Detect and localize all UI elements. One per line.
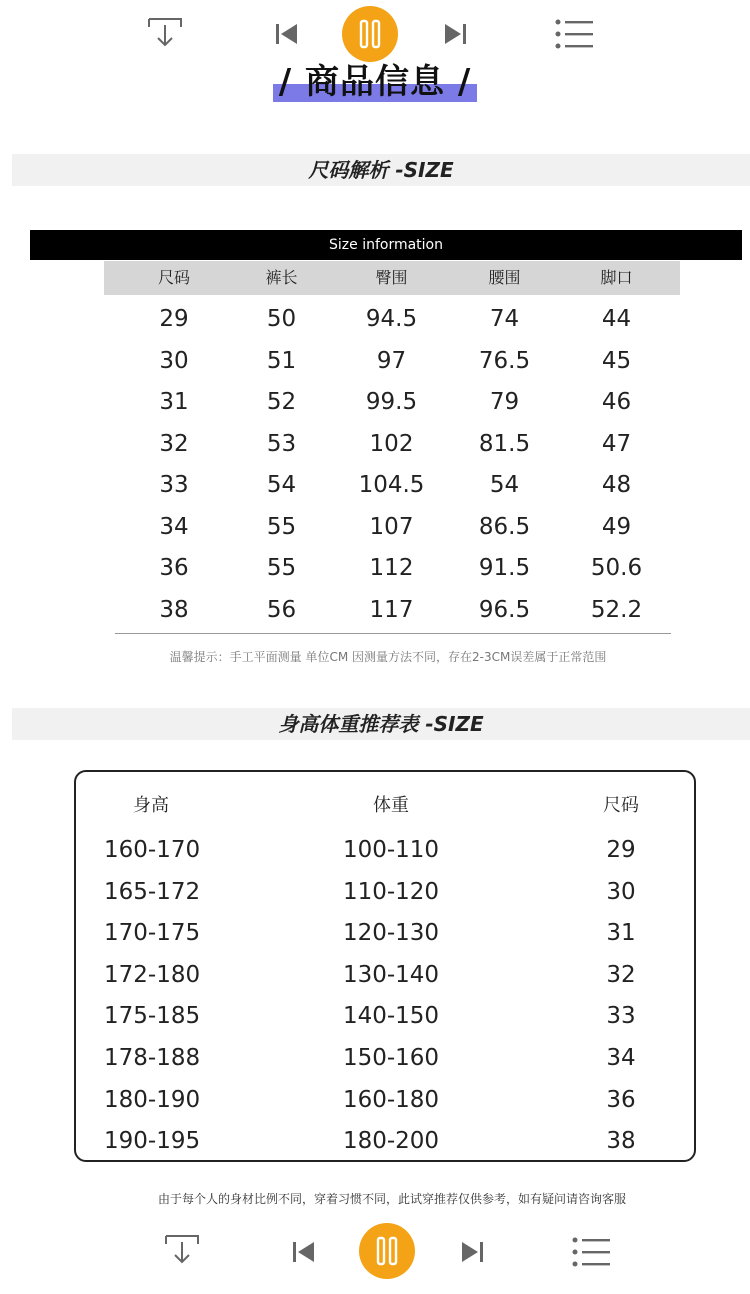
column-header: 尺码 bbox=[603, 795, 639, 816]
recommend-table bbox=[74, 770, 696, 1162]
skip-previous-icon[interactable] bbox=[289, 1237, 319, 1267]
top-media-controls bbox=[0, 0, 750, 70]
table-cell: 130-140 bbox=[342, 961, 440, 988]
table-cell: 29 bbox=[606, 837, 636, 863]
table-cell: 107 bbox=[369, 513, 414, 540]
table-cell: 33 bbox=[159, 472, 189, 498]
table-row bbox=[76, 830, 694, 872]
table-cell: 110-120 bbox=[342, 878, 440, 905]
recommend-section-heading: 身高体重推荐表 -SIZE bbox=[12, 708, 750, 740]
table-cell: 52 bbox=[266, 389, 297, 415]
recommend-note: 由于每个人的身材比例不同，穿着习惯不同，此试穿推荐仅供参考，如有疑问请咨询客服 bbox=[157, 1192, 626, 1206]
table-cell: 140-150 bbox=[342, 1003, 440, 1030]
column-header: 身高 bbox=[133, 795, 169, 816]
table-row bbox=[104, 341, 680, 383]
table-cell: 102 bbox=[369, 430, 414, 457]
table-cell: 52.2 bbox=[590, 596, 643, 623]
table-cell: 31 bbox=[159, 389, 189, 415]
table-cell: 56 bbox=[266, 596, 297, 623]
table-cell: 38 bbox=[159, 596, 189, 623]
table-row bbox=[104, 507, 680, 549]
table-cell: 112 bbox=[369, 555, 414, 581]
table-cell: 117 bbox=[369, 596, 414, 623]
table-cell: 96.5 bbox=[478, 596, 531, 623]
table-cell: 94.5 bbox=[365, 306, 418, 332]
column-header: 裤长 bbox=[265, 268, 298, 287]
table-cell: 76.5 bbox=[478, 347, 531, 374]
table-cell: 55 bbox=[266, 555, 297, 581]
table-cell: 45 bbox=[601, 347, 632, 374]
table-cell: 32 bbox=[606, 961, 636, 988]
table-cell: 54 bbox=[489, 472, 520, 498]
table-cell: 99.5 bbox=[365, 389, 418, 415]
table-cell: 91.5 bbox=[478, 555, 531, 581]
table-cell: 32 bbox=[159, 430, 189, 457]
table-cell: 81.5 bbox=[478, 430, 531, 457]
recommend-table-header bbox=[76, 792, 694, 820]
table-cell: 55 bbox=[266, 513, 297, 540]
table-row bbox=[76, 1121, 694, 1163]
table-cell: 34 bbox=[606, 1044, 636, 1071]
table-cell: 97 bbox=[376, 347, 407, 374]
table-cell: 170-175 bbox=[104, 920, 201, 947]
recommend-table-body bbox=[76, 830, 694, 1163]
table-cell: 47 bbox=[601, 430, 632, 457]
table-cell: 175-185 bbox=[104, 1003, 201, 1030]
table-cell: 50 bbox=[266, 306, 297, 332]
table-cell: 120-130 bbox=[342, 920, 440, 947]
column-header: 尺码 bbox=[157, 268, 190, 287]
table-cell: 38 bbox=[606, 1128, 636, 1155]
table-cell: 190-195 bbox=[104, 1128, 201, 1155]
column-header: 脚口 bbox=[600, 268, 633, 287]
pause-icon bbox=[359, 1223, 415, 1279]
table-cell: 180-190 bbox=[104, 1086, 201, 1113]
size-table-header bbox=[104, 261, 680, 295]
table-row bbox=[76, 955, 694, 997]
skip-next-icon[interactable] bbox=[457, 1237, 487, 1267]
table-cell: 31 bbox=[606, 920, 636, 947]
table-cell: 53 bbox=[266, 430, 297, 457]
table-cell: 51 bbox=[266, 347, 297, 374]
table-cell: 50.6 bbox=[590, 555, 643, 581]
table-cell: 160-170 bbox=[104, 837, 201, 863]
table-cell: 36 bbox=[606, 1086, 636, 1113]
table-cell: 36 bbox=[159, 555, 189, 581]
table-cell: 180-200 bbox=[342, 1128, 440, 1155]
table-row bbox=[104, 590, 680, 632]
table-row bbox=[76, 1038, 694, 1080]
table-row bbox=[104, 548, 680, 590]
column-header: 体重 bbox=[373, 795, 409, 816]
table-cell: 86.5 bbox=[478, 513, 531, 540]
list-menu-icon[interactable] bbox=[570, 1232, 614, 1272]
table-cell: 30 bbox=[606, 878, 636, 905]
table-row bbox=[76, 1080, 694, 1122]
table-row bbox=[76, 913, 694, 955]
bottom-media-controls bbox=[0, 1218, 750, 1288]
table-cell: 150-160 bbox=[342, 1044, 440, 1071]
size-section-heading: 尺码解析 -SIZE bbox=[12, 154, 750, 186]
pause-button[interactable] bbox=[342, 6, 398, 62]
table-cell: 29 bbox=[159, 306, 189, 332]
pause-button[interactable] bbox=[359, 1223, 415, 1279]
pause-icon bbox=[342, 6, 398, 62]
table-cell: 172-180 bbox=[104, 961, 201, 988]
table-divider bbox=[115, 633, 671, 634]
column-header: 臀围 bbox=[375, 268, 408, 287]
list-menu-icon[interactable] bbox=[553, 14, 597, 54]
table-cell: 178-188 bbox=[104, 1044, 201, 1071]
skip-previous-icon[interactable] bbox=[272, 19, 302, 49]
table-cell: 46 bbox=[601, 389, 632, 415]
table-cell: 54 bbox=[266, 472, 297, 498]
page-title bbox=[273, 62, 477, 104]
table-cell: 79 bbox=[489, 389, 520, 415]
page-title-text: / 商品信息 / bbox=[278, 62, 472, 102]
table-cell: 104.5 bbox=[358, 472, 425, 498]
table-cell: 48 bbox=[601, 472, 632, 498]
table-cell: 165-172 bbox=[104, 878, 201, 905]
table-cell: 33 bbox=[606, 1003, 636, 1030]
table-row bbox=[76, 872, 694, 914]
table-cell: 100-110 bbox=[342, 837, 440, 863]
table-row bbox=[104, 465, 680, 507]
table-cell: 44 bbox=[601, 306, 632, 332]
size-info-bar: Size information bbox=[30, 230, 742, 260]
table-row bbox=[104, 382, 680, 424]
skip-next-icon[interactable] bbox=[440, 19, 470, 49]
measurement-note: 温馨提示：手工平面测量 单位CM 因测量方法不同，存在2-3CM误差属于正常范围 bbox=[169, 650, 607, 664]
table-cell: 74 bbox=[489, 306, 520, 332]
table-row bbox=[104, 299, 680, 341]
table-cell: 30 bbox=[159, 347, 189, 374]
table-row bbox=[76, 996, 694, 1038]
size-table-body bbox=[104, 299, 680, 631]
download-icon[interactable] bbox=[162, 1230, 202, 1270]
table-cell: 34 bbox=[159, 513, 189, 540]
column-header: 腰围 bbox=[488, 268, 521, 287]
table-cell: 49 bbox=[601, 513, 632, 540]
download-icon[interactable] bbox=[145, 13, 185, 53]
table-row bbox=[104, 424, 680, 466]
table-cell: 160-180 bbox=[342, 1086, 440, 1113]
